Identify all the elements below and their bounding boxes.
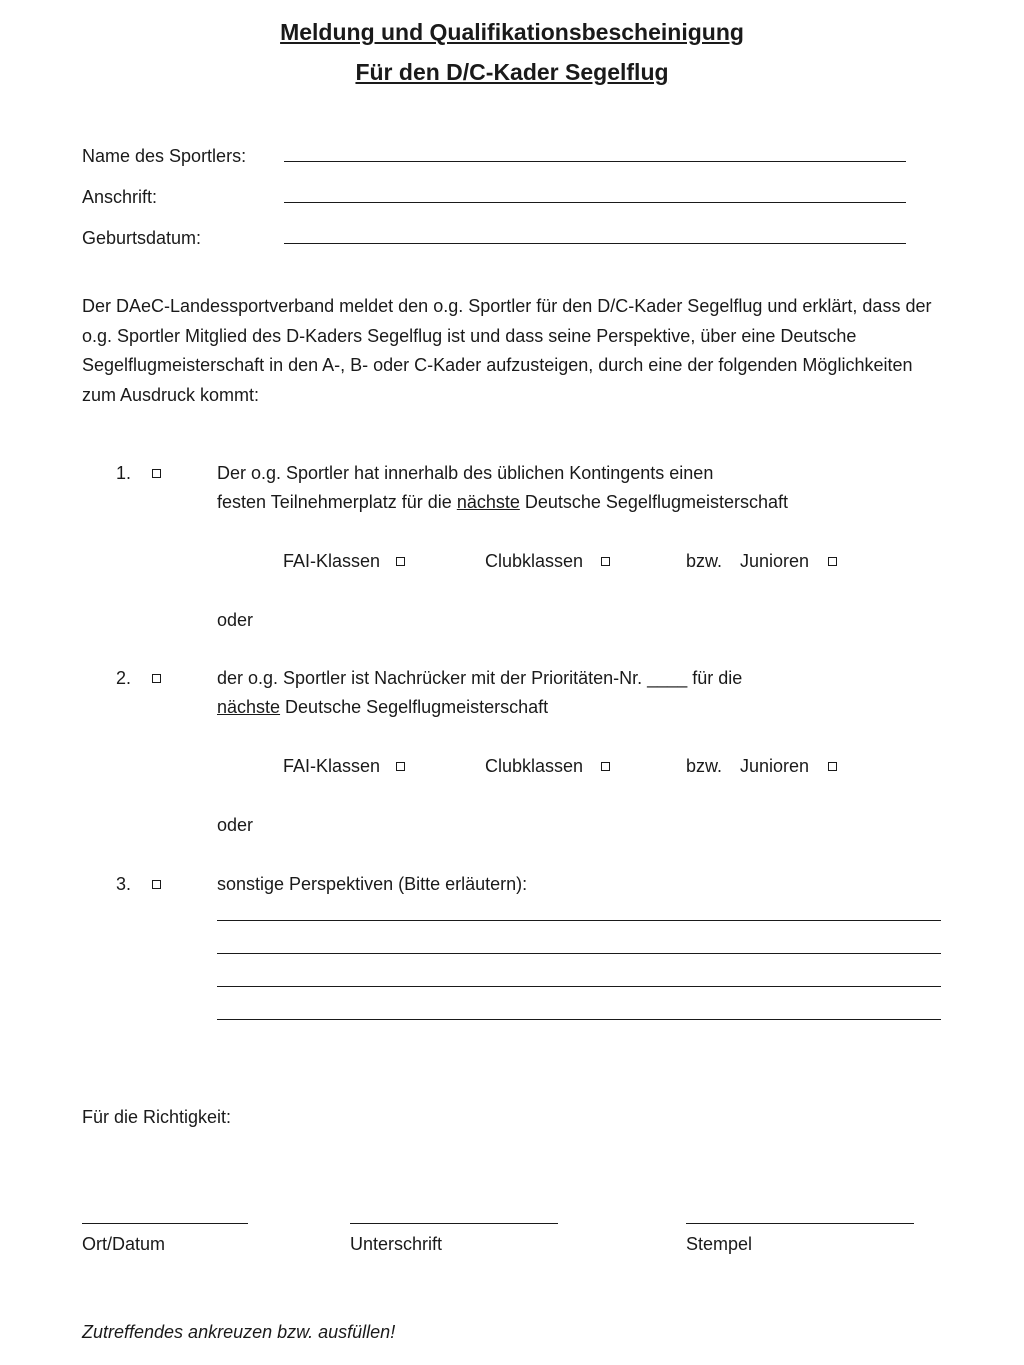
option-3-number: 3. <box>116 874 132 894</box>
fai-class-label: FAI-Klassen <box>283 551 381 571</box>
fai-class-label: FAI-Klassen <box>283 756 381 776</box>
option-1-text-line1: Der o.g. Sportler hat innerhalb des üblichen Kontingents einen <box>217 463 714 483</box>
birthdate-field[interactable] <box>284 243 906 244</box>
junior-class-checkbox-2[interactable] <box>828 762 837 771</box>
explanation-line-2[interactable] <box>217 953 941 954</box>
oder-label-2: oder <box>217 815 254 835</box>
address-field[interactable] <box>284 202 906 203</box>
priority-number-field[interactable]: ____ <box>647 668 688 688</box>
name-field[interactable] <box>284 161 906 162</box>
club-class-checkbox-2[interactable] <box>601 762 610 771</box>
option-1-checkbox[interactable] <box>152 469 161 478</box>
certification-label: Für die Richtigkeit: <box>82 1107 232 1127</box>
address-label: Anschrift: <box>82 187 158 207</box>
option-1-text-line2: festen Teilnehmerplatz für die nächste Deutsche Segelflugmeisterschaft <box>217 492 788 512</box>
fai-class-checkbox-1[interactable] <box>396 557 405 566</box>
bzw-label: bzw. <box>686 756 723 776</box>
club-class-label: Clubklassen <box>485 551 584 571</box>
option-2-text-line2: nächste Deutsche Segelflugmeisterschaft <box>217 697 549 717</box>
place-date-label: Ort/Datum <box>82 1234 166 1254</box>
signature-field[interactable] <box>350 1223 558 1224</box>
option-2-number: 2. <box>116 668 132 688</box>
birthdate-label: Geburtsdatum: <box>82 228 202 248</box>
document-subtitle: Für den D/C-Kader Segelflug <box>355 59 669 85</box>
junior-class-checkbox-1[interactable] <box>828 557 837 566</box>
stamp-field[interactable] <box>686 1223 914 1224</box>
option-2-text-line1: der o.g. Sportler ist Nachrücker mit der Prioritäten-Nr. ____ für die <box>217 668 743 688</box>
junior-class-label: Junioren <box>740 756 810 776</box>
explanation-line-3[interactable] <box>217 986 941 987</box>
explanation-line-1[interactable] <box>217 920 941 921</box>
signature-label: Unterschrift <box>350 1234 443 1254</box>
place-date-field[interactable] <box>82 1223 248 1224</box>
option-1-number: 1. <box>116 463 132 483</box>
oder-label-1: oder <box>217 610 254 630</box>
fai-class-checkbox-2[interactable] <box>396 762 405 771</box>
option-2-checkbox[interactable] <box>152 674 161 683</box>
junior-class-label: Junioren <box>740 551 810 571</box>
option-3-text: sonstige Perspektiven (Bitte erläutern): <box>217 874 528 894</box>
option-3-checkbox[interactable] <box>152 880 161 889</box>
explanation-line-4[interactable] <box>217 1019 941 1020</box>
club-class-label: Clubklassen <box>485 756 584 776</box>
document-title: Meldung und Qualifikationsbescheinigung <box>280 19 744 45</box>
footer-note: Zutreffendes ankreuzen bzw. ausfüllen! <box>82 1322 396 1342</box>
intro-paragraph: Der DAeC-Landessportverband meldet den o.g. Sportler für den D/C-Kader Segelflug und erklärt, dass der o.g. Sportler Mitglied des D-Kaders Segelflug ist und dass seine Perspektive, über eine Deutsche Segelflugmeisterschaft in den A-, B- oder C-Kader aufzusteigen, durch eine der folgenden Möglichkeiten zum Ausdruck kommt: <box>82 296 932 405</box>
club-class-checkbox-1[interactable] <box>601 557 610 566</box>
stamp-label: Stempel <box>686 1234 753 1254</box>
bzw-label: bzw. <box>686 551 723 571</box>
name-label: Name des Sportlers: <box>82 146 247 166</box>
